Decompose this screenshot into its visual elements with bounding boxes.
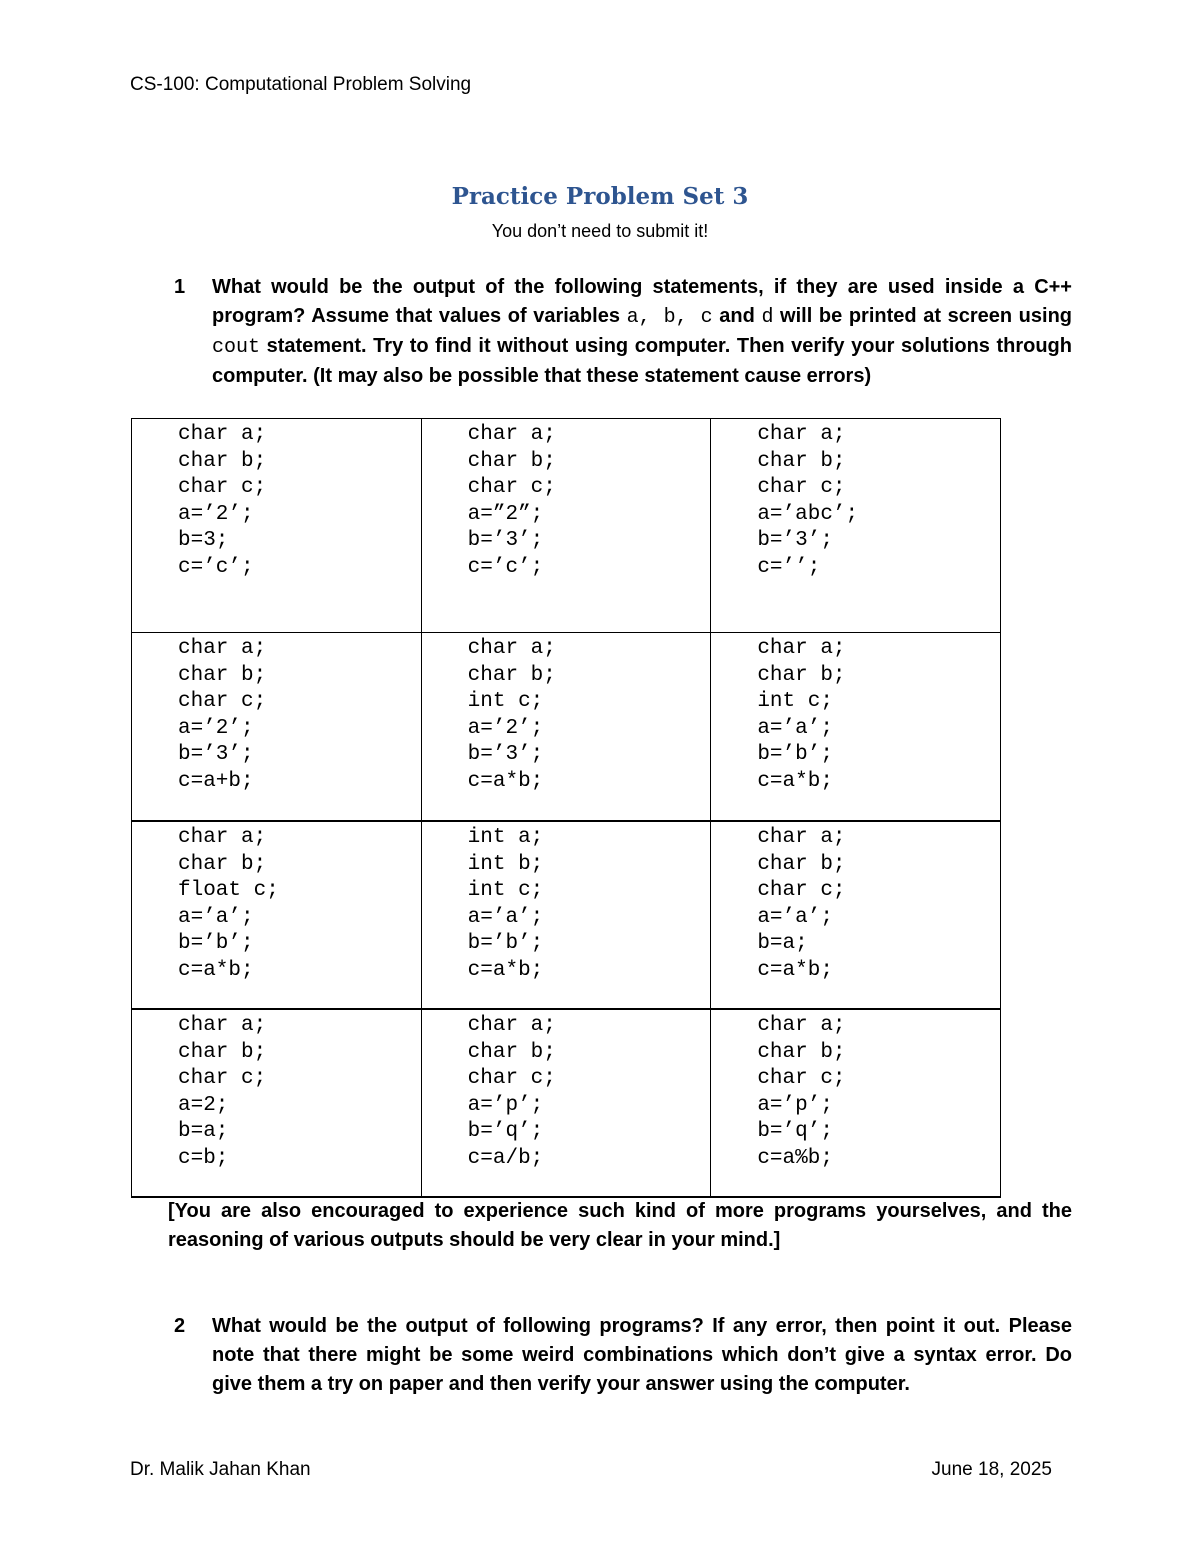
code-line: char b; <box>757 1040 846 1064</box>
code-line: c=b; <box>178 1146 229 1170</box>
table-row <box>132 821 1001 1009</box>
code-line: a=’p’; <box>757 1093 833 1117</box>
code-line: char c; <box>757 879 846 903</box>
question-number: 2 <box>174 1315 186 1337</box>
code-line: int c; <box>467 879 544 903</box>
code-line: a=2; <box>178 1093 229 1117</box>
page-title: Practice Problem Set 3 <box>451 183 749 210</box>
code-cell <box>132 419 422 633</box>
course-header: CS-100: Computational Problem Solving <box>130 74 472 95</box>
code-line: char b; <box>178 1040 267 1064</box>
code-line: c=a/b; <box>467 1146 544 1170</box>
code-cell <box>421 1009 711 1197</box>
code-line: char a; <box>467 423 556 446</box>
code-line: int c; <box>467 690 544 714</box>
code-line: char b; <box>757 852 846 876</box>
code-cell <box>132 821 422 1009</box>
question-2 <box>174 1312 1072 1399</box>
code-line: c=’c’; <box>178 555 254 579</box>
code-line: c=a*b; <box>467 958 544 982</box>
inline-code-vars: a, b, c <box>626 306 713 329</box>
code-line: c=a*b; <box>467 769 544 793</box>
code-line: char b; <box>467 1040 556 1064</box>
code-line: char c; <box>467 1067 556 1091</box>
code-cell <box>132 633 422 822</box>
code-line: char c; <box>178 690 267 714</box>
code-line: a=’a’; <box>757 905 833 929</box>
code-line: char a; <box>467 637 556 660</box>
code-line: b=3; <box>178 529 229 553</box>
code-line: a=’p’; <box>467 1093 544 1117</box>
code-line: c=a*b; <box>757 769 833 793</box>
code-line: b=’3’; <box>757 529 833 553</box>
code-cell <box>421 633 711 822</box>
table-row <box>132 419 1001 633</box>
page-subtitle: You don’t need to submit it! <box>491 221 709 241</box>
code-line: char c; <box>467 476 556 500</box>
code-line: char b; <box>178 663 267 687</box>
code-line: b=’q’; <box>467 1120 544 1144</box>
code-line: char a; <box>757 1014 846 1037</box>
code-cell <box>711 821 1001 1009</box>
footer-date: June 18, 2025 <box>931 1459 1052 1480</box>
code-line: c=a%b; <box>757 1146 833 1170</box>
code-line: char a; <box>178 1014 267 1037</box>
code-line: char b; <box>757 663 846 687</box>
inline-code-var-d: d <box>761 306 774 329</box>
code-line: int a; <box>467 826 544 849</box>
code-line: a=’a’; <box>757 716 833 740</box>
question-text-part: statement. Try to find it without using computer. Then verify your solutions through computer. (It may also be possible that these statement cause errors) <box>212 335 1072 387</box>
code-line: int c; <box>757 690 833 714</box>
code-line: char c; <box>757 1067 846 1091</box>
code-line: c=’c’; <box>467 555 544 579</box>
question-text-part: and <box>712 305 762 327</box>
code-line: char a; <box>467 1014 556 1037</box>
code-line: a=’a’; <box>467 905 544 929</box>
code-cell <box>711 419 1001 633</box>
code-line: b=a; <box>757 932 808 956</box>
table-row <box>132 633 1001 822</box>
code-line: a=”2”; <box>467 502 544 526</box>
code-line: char c; <box>178 1067 267 1091</box>
question-text-part: What would be the output of the following statements, if they are used inside a C++ program? Assume that values of variables <box>212 276 1072 327</box>
code-line: b=’b’; <box>178 932 254 956</box>
code-line: a=’2’; <box>178 716 254 740</box>
inline-code-cout: cout <box>212 336 261 359</box>
code-line: b=’b’; <box>467 932 544 956</box>
code-line: int b; <box>467 852 544 876</box>
code-line: b=’3’; <box>178 743 254 767</box>
code-line: char c; <box>757 476 846 500</box>
code-line: char c; <box>178 476 267 500</box>
table-row <box>132 1009 1001 1197</box>
encouragement-note: [You are also encouraged to experience such kind of more programs yourselves, and the reasoning of various outputs should be very clear in your mind.] <box>168 1200 1072 1251</box>
question-text <box>212 273 1072 391</box>
code-line: a=’2’; <box>467 716 544 740</box>
code-line: char b; <box>467 663 556 687</box>
question-text: What would be the output of following programs? If any error, then point it out. Please note that there might be some weird combinations which don’t give a syntax error. Do give them a try on paper and then verify your answer using the computer. <box>212 1315 1072 1395</box>
code-line: char a; <box>178 637 267 660</box>
code-cell <box>132 1009 422 1197</box>
code-line: b=’3’; <box>467 529 544 553</box>
code-line: char b; <box>178 852 267 876</box>
code-line: c=a*b; <box>178 958 254 982</box>
code-line: char b; <box>178 449 267 473</box>
code-line: b=’b’; <box>757 743 833 767</box>
code-line: char b; <box>467 449 556 473</box>
code-line: char a; <box>757 826 846 849</box>
code-snippet-table <box>131 418 1001 1198</box>
code-line: char a; <box>178 826 267 849</box>
question-text-part: will be printed at screen using <box>773 305 1073 327</box>
code-line: c=a*b; <box>757 958 833 982</box>
question-1 <box>174 273 1072 391</box>
code-line: char a; <box>757 423 846 446</box>
code-line: c=a+b; <box>178 769 254 793</box>
code-cell <box>421 419 711 633</box>
code-cell <box>711 633 1001 822</box>
question-number: 1 <box>174 276 186 298</box>
code-line: a=’abc’; <box>757 502 859 526</box>
code-line: b=’q’; <box>757 1120 833 1144</box>
code-line: b=a; <box>178 1120 229 1144</box>
code-line: b=’3’; <box>467 743 544 767</box>
code-line: char a; <box>757 637 846 660</box>
code-line: a=’a’; <box>178 905 254 929</box>
code-line: c=’’; <box>757 555 821 579</box>
code-line: char b; <box>757 449 846 473</box>
code-line: char a; <box>178 423 267 446</box>
code-line: a=’2’; <box>178 502 254 526</box>
footer-author: Dr. Malik Jahan Khan <box>130 1459 311 1480</box>
code-cell <box>421 821 711 1009</box>
code-line: float c; <box>178 879 279 903</box>
code-cell <box>711 1009 1001 1197</box>
